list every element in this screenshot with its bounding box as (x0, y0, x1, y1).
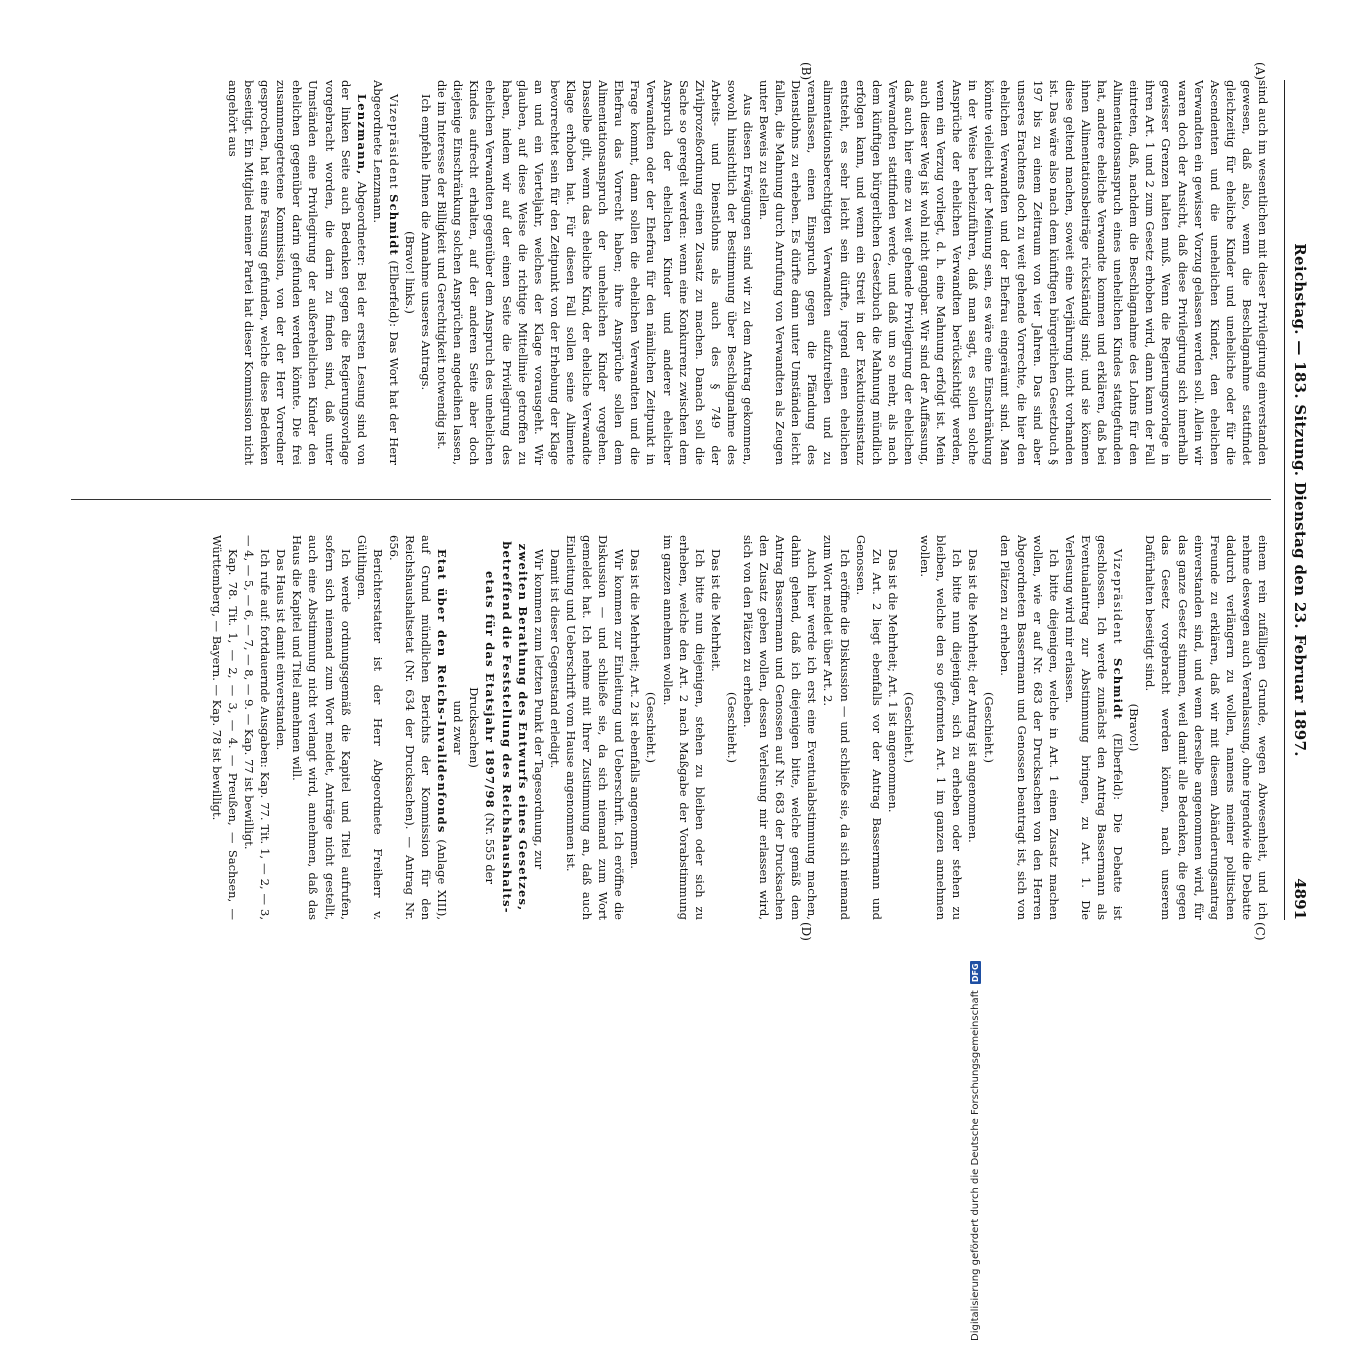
margin-marker-d: (D) (799, 922, 813, 941)
right-column (51, 535, 1271, 920)
page-number: 4891 (1291, 878, 1309, 920)
paragraph: sind auch im wesentlichen mit dieser Privilegirung einverstanden gewesen, daß also, wenn die Beschlagnahme stattfindet gleichzeitig für eheliche Kinder und uneheliche oder für die Ascendenten und die unehelichen Kinder, den ehelichen Verwandten ein gewisser Vorzug gelassen werden soll. Allein wir waren doch der Ansicht, daß diese Privilegirung sich innerhalb gewisser Grenzen halten muß. Wenn die Regierungsvorlage in ihren Art. 1 und 2 zum Gesetz erhoben wird, dann kann der Fall eintreten, daß, nachdem die Beschlagnahme des Lohns für den Alimentationsanspruch eines unehelichen Kindes stattgefunden hat, andere eheliche Verwandte kommen und erklären, daß bei ihnen Alimentationsbeiträge rückständig sind; und sie können diese geltend machen, soweit eine Verjährung nicht vorhanden ist. Das wäre also nach dem künftigen bürgerlichen Gesetzbuch § 197 bis zu einem Zeitraum von vier Jahren. Das sind aber unseres Erachtens doch zu weit gehende Vorrechte, die hier den ehelichen Verwandten und der Ehefrau eingeräumt sind. Man könnte vielleicht der Meinung sein, es wäre eine Einschränkung in der Weise herbeizuführen, daß man sagt, es sollen solche Ansprüche der ehelichen Verwandten berücksichtigt werden, wenn ein Verzug vorliegt, d. h. eine Mahnung erfolgt ist. Mein auch dieser Weg ist wohl nicht gangbar. Wir sind der Auffassung, daß auch hier eine zu weit gehende Privilegirung der ehelichen Verwandten stattfinden werde, und daß um so mehr, als nach dem künftigen bürgerlichen Gesetzbuch die Mahnung mündlich erfolgen kann, und wenn ein Streit in der Exekutionsinstanz entsteht, es sehr leicht sein dürfte, irgend einen ehelichen alimentationsberechtigten Verwandten aufzutreiben und zu veranlassen, einen Einspruch gegen die Pfändung des Dienstlohns zu erheben. Es dürfte dann unter Umständen leicht fallen, die Mahnung durch Anrufung von Verwandten als Zeugen unter Beweis zu stellen. (757, 80, 1270, 465)
digitization-credit (965, 0, 985, 1353)
interjection: (Geschieht.) (982, 692, 997, 763)
agenda-item (386, 535, 450, 920)
paragraph: Das ist die Mehrheit; Art. 2 ist ebenfalls angenommen. (628, 549, 643, 869)
margin-marker-a: (A) (1253, 62, 1267, 81)
speaker-title: Vizepräsident (386, 94, 401, 190)
paragraph: Wir kommen zur Einleitung und Ueberschrift. Ich eröffne die Diskussion — und schließe sie, da sich niemand zum Wort gemeldet hat. Ich nehme mit Ihrer Zustimmung an, daß auch Einleitung und Ueberschrift vom Hause angenommen ist. (563, 535, 627, 920)
speech-text: Abgeordneter: Bei der ersten Lesung sind von der linken Seite auch Bedenken gegen die Regierungsvorlage vorgebracht worden, die darin zu finden sind, daß unter Umständen eine Privilegirung der außerehelichen Kinder den ehelichen gegenüber darin gefunden werden könnte. Die frei zusammengetretene Kommission, von der der Herr Vorredner gesprochen, hat eine Fassung gefunden, welche diese Bedenken beseitigt. Ein Mitglied meiner Partei hat dieser Kommission nicht angehört aus (226, 80, 369, 465)
page-header (1284, 80, 1311, 920)
paragraph: und zwar (451, 700, 466, 755)
interjection: (Geschieht.) (724, 692, 739, 763)
margin-marker-b: (B) (799, 62, 813, 81)
paragraph: Das ist die Mehrheit. (708, 549, 723, 672)
running-title: Reichstag. — 183. Sitzung. Dienstag den 23. Februar 1897. (1291, 243, 1309, 757)
speaker-name: Lenzmann, (354, 94, 369, 176)
paragraph: Das ist die Mehrheit; der Antrag ist angenommen. (966, 549, 981, 843)
agenda-ref: (Anlage XIII), auf Grund mündlichen Berichts der Kommission für den Reichshaushaltsetat (Nr. 634 der Drucksachen). — Antrag Nr. 656. (386, 535, 450, 920)
speaker-paragraph (370, 80, 402, 465)
paragraph: Auch hier werde ich erst eine Eventualabstimmung machen, dahin gehend, daß ich diejenigen bitte, welche gemäß dem Antrag Bassermann und Genossen auf Nr. 683 der Drucksachen den Zusatz geben wollen, dessen Verlesung mir erlassen wird, sich von den Plätzen zu erheben. (741, 535, 820, 920)
agenda-ref: (Nr. 555 der Drucksachen) (467, 687, 498, 884)
agenda-item (466, 535, 530, 920)
paragraph: Berichterstatter ist der Herr Abgeordnete Freiherr v. Gültlingen. (354, 535, 385, 920)
paragraph: Zu Art. 2 liegt ebenfalls vor der Antrag Bassermann und Genossen. (853, 535, 884, 920)
paragraph: Damit ist dieser Gegenstand erledigt. (547, 549, 562, 769)
paragraph: einem rein zufälligen Grunde, wegen Abwesenheit, und ich nehme deswegen auch Veranlassung, ohne irgendwie die Debatte dadurch verlängern zu wollen, namens meiner politischen Freunde zu erklären, daß wir mit diesem Abänderungsantrag einverstanden sind, und wenn derselbe angenommen wird, für das ganze Gesetz stimmen, weil damit alle Bedenken, die gegen das Gesetz vorgebracht werden können, nach unserem Dafürhalten beseitigt sind. (1143, 535, 1270, 920)
speaker-title: Vizepräsident (1111, 549, 1126, 645)
paragraph: Ich eröffne die Diskussion — und schließe sie, da sich niemand zum Wort meldet über Art. 2. (821, 535, 852, 920)
paragraph: Aus diesen Erwägungen sind wir zu dem Antrag gekommen, sowohl hinsichtlich der Bestimmung über Beschlagnahme des Arbeits- und Dienstlohns als auch des § 749 der Zivilprozeßordnung einen Zusatz zu machen. Danach soll die Sache so geregelt werden: wenn eine Konkurrenz zwischen dem Anspruch der ehelichen Kinder und anderer ehelicher Verwandten oder der Ehefrau für den nämlichen Zeitpunkt in Frage kommt, dann sollen die ehelichen Verwandten und die Ehefrau das Vorrecht haben; ihre Ansprüche sollen dem Alimentationsanspruch der unehelichen Kinder vorgehen. Dasselbe gilt, wenn das eheliche Kind, der eheliche Verwandte Klage erhoben hat. Für diesen Fall sollen seine Alimente bevorrechtet sein für den Zeitpunkt von der Erhebung der Klage an und ein Vierteljahr, welches der Klage vorausgeht. Wir glauben, auf diese Weise die richtige Mittellinie getroffen zu haben, indem wir auf der einen Seite die Privilegirung des ehelichen Verwandten gegenüber dem Anspruch des unehelichen Kindes aufrecht erhalten, auf der anderen Seite aber doch diejenige Einschränkung solchen Ansprüchen angedeihen lassen, die im Interesse der Billigkeit und Gerechtigkeit notwendig ist. (435, 80, 755, 465)
margin-marker-c: (C) (1253, 922, 1267, 941)
paragraph: Ich bitte diejenigen, welche in Art. 1 einen Zusatz machen wollen, wie er auf Nr. 683 der Drucksachen von den Herren Abgeordneten Bassermann und Genossen beantragt ist, sich von den Plätzen zu erheben. (998, 535, 1061, 920)
column-divider (71, 499, 1271, 500)
paragraph: Ich empfehle Ihnen die Annahme unseres Antrags. (419, 94, 434, 391)
left-column (51, 80, 1271, 465)
interjection: (Geschieht.) (901, 692, 916, 763)
speaker-name: Schmidt (1111, 658, 1126, 720)
paragraph: Ich bitte nun diejenigen, sich zu erheben oder stehen zu bleiben, welche den so geformten Art. 1 im ganzen annehmen wollen. (918, 535, 965, 920)
interjection: (Bravo!) (1127, 703, 1142, 752)
interjection: (Geschieht.) (644, 692, 659, 763)
paragraph: Ich rufe auf: fortdauernde Ausgaben: Kap. 77. Tit. 1, — 2, — 3, — 4, — 5, — 6, — 7, — 8, — 9. — Kap. 77 ist bewilligt. (242, 535, 273, 920)
speaker-paragraph (225, 80, 370, 465)
paragraph: Das ist die Mehrheit; Art. 1 ist angenommen. (885, 549, 900, 813)
interjection: (Bravo! links.) (403, 231, 418, 314)
paragraph: Wir kommen zum letzten Punkt der Tagesordnung, zur (531, 549, 546, 870)
speaker-paragraph (1062, 535, 1126, 920)
paragraph: Ich bitte nun diejenigen, stehen zu bleiben oder sich zu erheben, welche den Art. 2 nach Maßgabe der Vorabstimmung im ganzen annehmen wollen. (660, 535, 707, 920)
speech-text: (Elberfeld): Die Debatte ist geschlossen. Ich werde zunächst den Antrag Bassermann als Eventualantrag zur Abstimmung bringen, zu Art. 1. Die Verlesung wird mir erlassen. (1062, 535, 1126, 920)
agenda-title: Etat über den Reichs-Invalidenfonds (435, 549, 450, 834)
paragraph: Das Haus ist damit einverstanden. (274, 549, 289, 751)
paragraph: Ich werde ordnungsgemäß die Kapitel und Titel aufrufen, sofern sich niemand zum Wort meldet, Anträge nicht gestellt, auch eine Abstimmung nicht verlangt wird, annehmen, daß das Haus die Kapitel und Titel annehmen will. (290, 535, 353, 920)
agenda-title: zweiten Berathung des Entwurfs eines Gesetzes, betreffend die Feststellung des Reichshaushalts-etats für das Etatsjahr 1897/98 (483, 541, 530, 914)
credit-text: Digitalisierung gefördert durch die Deutsche Forschungsgemeinschaft (969, 990, 981, 1341)
dfg-logo-icon: DFG (970, 963, 980, 983)
speech-text: (Elberfeld): Das Wort hat der Herr Abgeordnete Lenzmann. (370, 80, 401, 465)
paragraph: Kap. 78. Tit. 1, — 2, — 3, — 4. — Preußen, — Sachsen, — Württemberg, — Bayern. — Kap. 78 ist bewilligt. (209, 535, 240, 920)
speaker-name: Schmidt (386, 194, 401, 257)
